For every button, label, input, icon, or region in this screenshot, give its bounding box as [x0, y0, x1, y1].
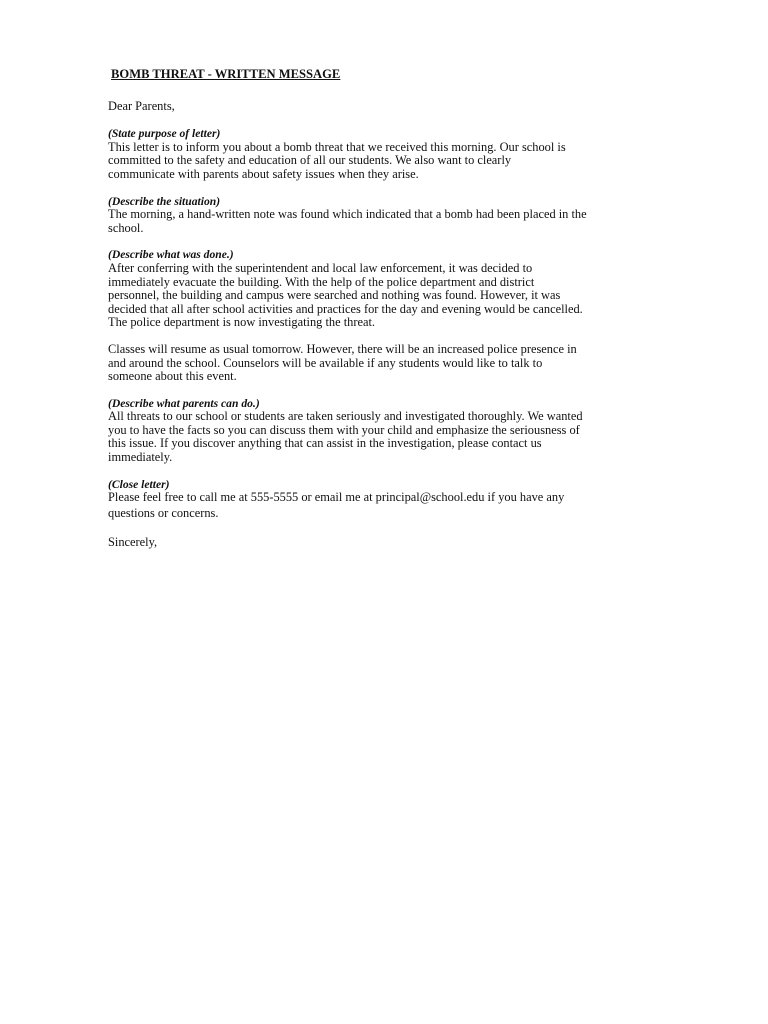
section-resume: [108, 343, 668, 384]
text-line: After conferring with the superintendent and local law enforcement, it was decided to: [108, 260, 533, 275]
section-paragraph: [108, 208, 668, 235]
letter-body: [108, 68, 668, 550]
text-line: school.: [108, 220, 144, 235]
signoff: Sincerely,: [108, 535, 158, 550]
section-paragraph: [108, 491, 668, 520]
text-line: decided that all after school activities and practices for the day and evening would be cancelled.: [108, 301, 583, 316]
section-heading: (Describe what parents can do.): [108, 396, 260, 410]
section-paragraph: [108, 410, 668, 464]
text-line: Please feel free to call me at 555-5555 or email me at principal@school.edu if you have any: [108, 490, 565, 505]
text-line: Classes will resume as usual tomorrow. However, there will be an increased police presence in: [108, 341, 577, 356]
text-line: someone about this event.: [108, 369, 237, 384]
text-line: this issue. If you discover anything that can assist in the investigation, please contact us: [108, 436, 542, 451]
section-heading: (Describe the situation): [108, 194, 221, 208]
text-line: The police department is now investigating the threat.: [108, 315, 376, 330]
section-paragraph: [108, 343, 668, 384]
text-line: personnel, the building and campus were searched and nothing was found. However, it was: [108, 288, 561, 303]
section-heading: (State purpose of letter): [108, 127, 221, 141]
section-paragraph: [108, 262, 668, 330]
text-line: immediately evacuate the building. With the help of the police department and district: [108, 274, 535, 289]
text-line: communicate with parents about safety issues when they arise.: [108, 166, 419, 181]
text-line: and around the school. Counselors will be available if any students would like to talk to: [108, 355, 543, 370]
section-purpose: [108, 127, 668, 181]
section-parents: [108, 397, 668, 465]
section-close: [108, 478, 668, 521]
section-paragraph: [108, 141, 668, 182]
section-heading: (Close letter): [108, 477, 170, 491]
text-line: you to have the facts so you can discuss them with your child and emphasize the seriousness of: [108, 422, 580, 437]
text-line: committed to the safety and education of all our students. We also want to clearly: [108, 153, 512, 168]
section-situation: [108, 195, 668, 236]
text-line: All threats to our school or students are taken seriously and investigated thoroughly. We wanted: [108, 409, 583, 424]
text-line: questions or concerns.: [108, 505, 219, 520]
section-actions: [108, 248, 668, 330]
text-line: The morning, a hand-written note was found which indicated that a bomb had been placed in the: [108, 207, 587, 222]
greeting: Dear Parents,: [108, 98, 175, 113]
document-title: BOMB THREAT - WRITTEN MESSAGE: [111, 67, 341, 81]
text-line: This letter is to inform you about a bomb threat that we received this morning. Our school is: [108, 139, 566, 154]
text-line: immediately.: [108, 450, 173, 465]
section-heading: (Describe what was done.): [108, 248, 234, 262]
